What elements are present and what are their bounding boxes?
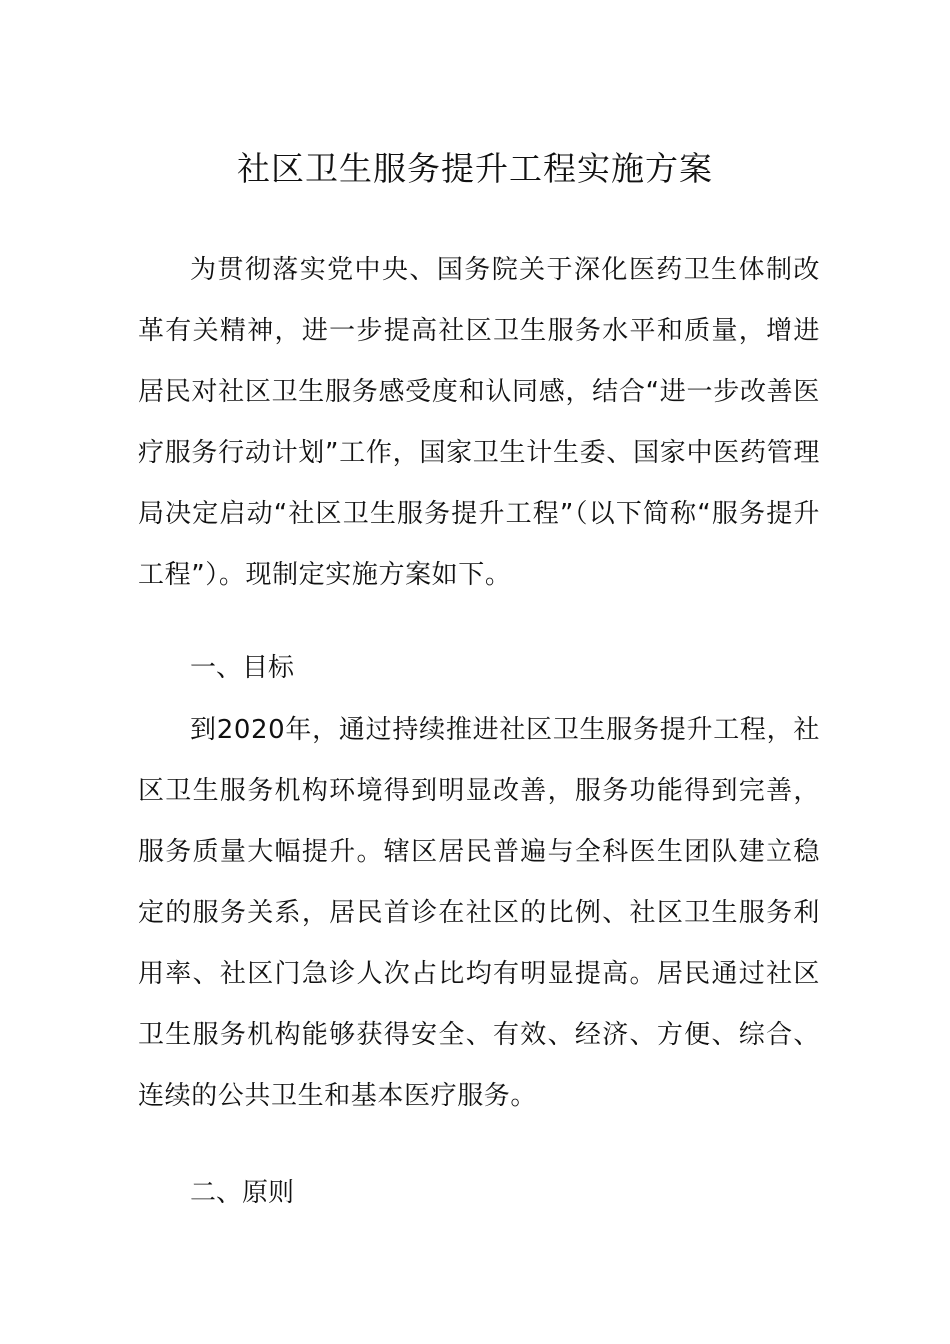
document-title: 社区卫生服务提升工程实施方案 <box>237 149 713 188</box>
intro-paragraph: 为贯彻落实党中央、国务院关于深化医药卫生体制改革有关精神，进一步提高社区卫生服务水平和质量，增进居民对社区卫生服务感受度和认同感，结合“进一步改善医疗服务行动计划”工作，国家卫生计生委、国家中医药管理局决定启动“社区卫生服务提升工程”（以下简称“服务提升工程”）。现制定实施方案如下。 <box>138 255 820 590</box>
section-heading-goals: 一、目标 <box>190 653 295 683</box>
goals-paragraph: 到2020年，通过持续推进社区卫生服务提升工程，社区卫生服务机构环境得到明显改善，服务功能得到完善，服务质量大幅提升。辖区居民普遍与全科医生团队建立稳定的服务关系，居民首诊在社区的比例、社区卫生服务利用率、社区门急诊人次占比均有明显提高。居民通过社区卫生服务机构能够获得安全、有效、经济、方便、综合、连续的公共卫生和基本医疗服务。 <box>138 715 820 1111</box>
section-heading-principles: 二、原则 <box>190 1178 295 1208</box>
